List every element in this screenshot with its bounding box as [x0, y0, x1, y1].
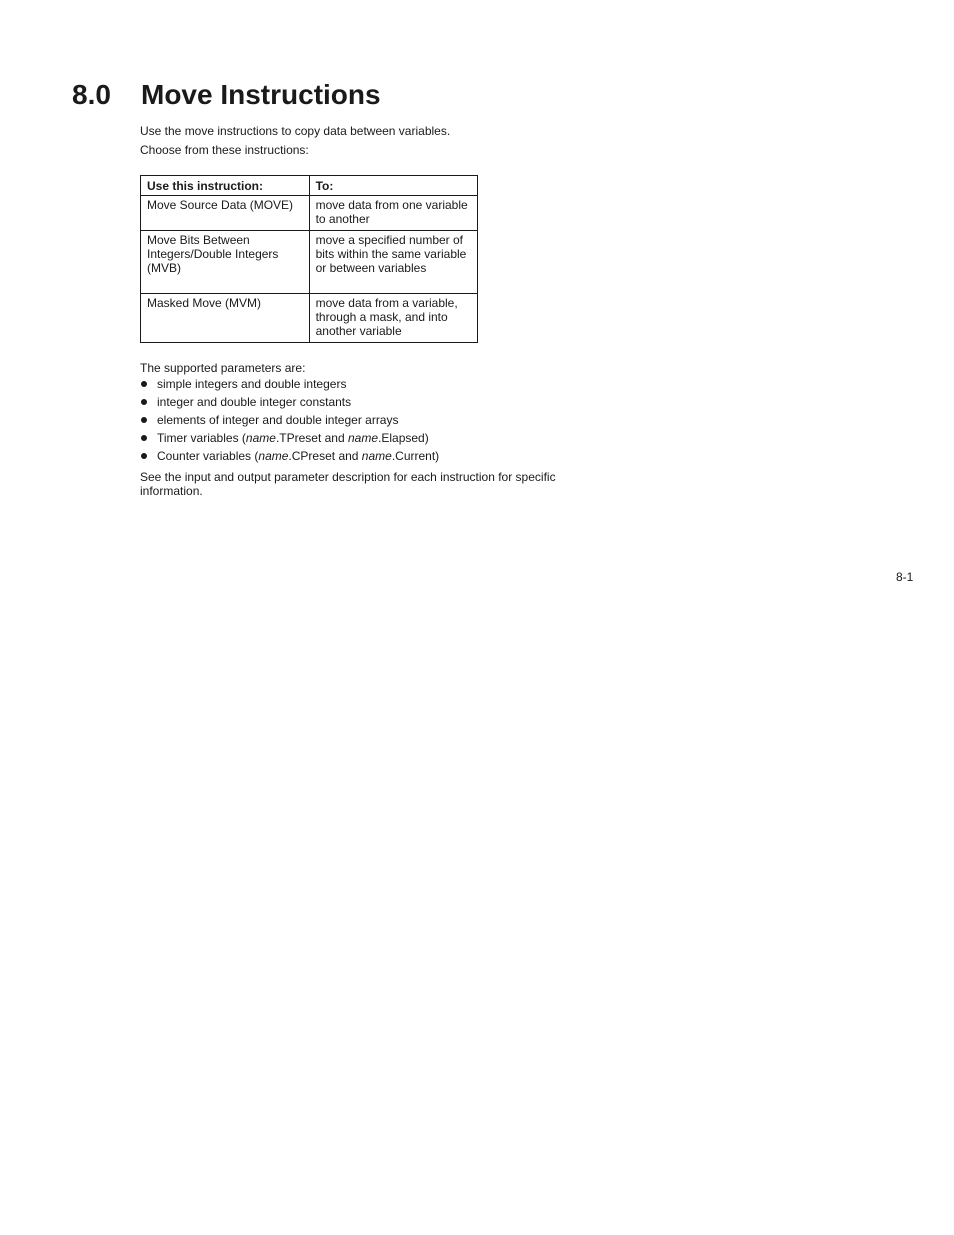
intro-paragraph: Use the move instructions to copy data between variables. [140, 124, 451, 138]
list-item-emphasis: name [245, 431, 276, 445]
list-item-emphasis: name [347, 431, 379, 445]
list-item-text: elements of integer and double integer arrays [157, 413, 399, 427]
list-item-emphasis: name [361, 449, 392, 463]
bullet-icon [141, 453, 147, 459]
list-item [140, 413, 439, 431]
section-heading [72, 78, 381, 112]
table-cell-instruction: Masked Move (MVM) [141, 294, 310, 343]
bullet-icon [141, 417, 147, 423]
intro-choose-line: Choose from these instructions: [140, 143, 309, 157]
list-item-emphasis: name [258, 449, 289, 463]
table-cell-description: move data from one variable to another [309, 196, 477, 231]
bullet-icon [141, 435, 147, 441]
list-item [140, 449, 439, 467]
parameters-intro: The supported parameters are: [140, 361, 306, 375]
list-item-suffix: .Current) [391, 449, 440, 463]
bullet-icon [141, 399, 147, 405]
parameters-list [140, 377, 439, 467]
table-cell-instruction: Move Source Data (MOVE) [141, 196, 310, 231]
list-item-text: simple integers and double integers [157, 377, 347, 391]
table-header-instruction: Use this instruction: [141, 176, 310, 196]
closing-paragraph: See the input and output parameter description for each instruction for specific information. [140, 470, 556, 498]
bullet-icon [141, 381, 147, 387]
table-header-row [141, 176, 478, 196]
table-row [141, 294, 478, 343]
section-title: Move Instructions [141, 79, 381, 110]
list-item-suffix: .Elapsed) [378, 431, 429, 445]
list-item [140, 377, 439, 395]
table-cell-description: move a specified number of bits within the same variable or between variables [309, 231, 477, 294]
list-item-prefix: Counter variables ( [157, 449, 259, 463]
list-item-text: integer and double integer constants [157, 395, 352, 409]
list-item-prefix: Timer variables ( [157, 431, 246, 445]
table-cell-description: move data from a variable, through a mask, and into another variable [309, 294, 477, 343]
table-header-to: To: [309, 176, 477, 196]
list-item-middle: .TPreset and [275, 431, 348, 445]
table-row [141, 231, 478, 294]
page-number: 8-1 [896, 570, 914, 584]
list-item [140, 395, 439, 413]
list-item [140, 431, 439, 449]
table-cell-instruction: Move Bits Between Integers/Double Integers (MVB) [141, 231, 310, 294]
instruction-table [140, 175, 478, 343]
list-item-middle: .CPreset and [288, 449, 362, 463]
table-row [141, 196, 478, 231]
section-number: 8.0 [72, 79, 111, 110]
